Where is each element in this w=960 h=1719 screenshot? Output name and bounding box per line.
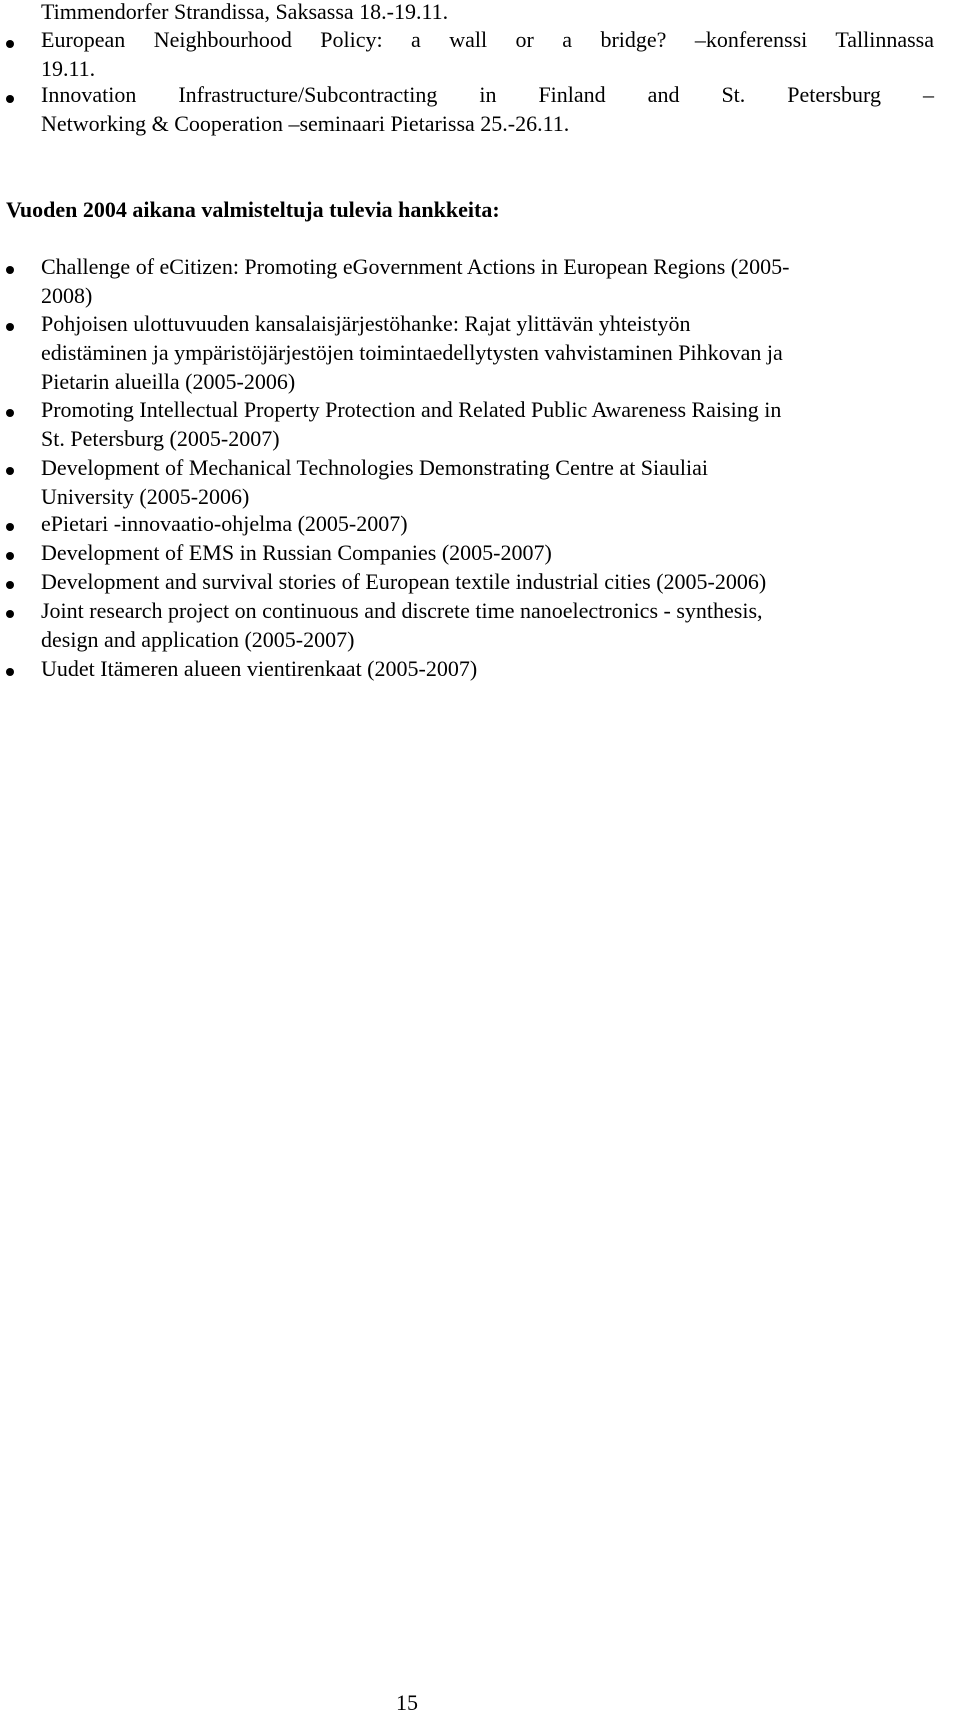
list-item-line: Development of Mechanical Technologies Demonstrating Centre at Siauliai <box>41 455 709 480</box>
bullet-icon <box>6 552 14 560</box>
list-item-line: Challenge of eCitizen: Promoting eGovernment Actions in European Regions (2005- <box>41 254 790 279</box>
list-item-line: Promoting Intellectual Property Protection and Related Public Awareness Raising in <box>41 397 782 422</box>
list-item-line: St. Petersburg (2005-2007) <box>41 426 280 451</box>
list-item-line: Joint research project on continuous and discrete time nanoelectronics - synthesis, <box>41 598 763 623</box>
section-heading: Vuoden 2004 aikana valmisteltuja tulevia hankkeita: <box>6 197 500 222</box>
list-item-line: Pohjoisen ulottuvuuden kansalaisjärjestöhanke: Rajat ylittävän yhteistyön <box>41 311 691 336</box>
list-item-line: European Neighbourhood Policy: a wall or a bridge? –konferenssi Tallinnassa <box>41 27 934 52</box>
list-item-line: Development and survival stories of European textile industrial cities (2005-2006) <box>41 569 767 594</box>
bullet-icon <box>6 467 14 475</box>
list-item-line: Uudet Itämeren alueen vientirenkaat (2005-2007) <box>41 656 478 681</box>
list-item-line: design and application (2005-2007) <box>41 627 355 652</box>
page-number: 15 <box>396 1690 418 1715</box>
list-item-line: ePietari -innovaatio-ohjelma (2005-2007) <box>41 511 408 536</box>
list-item-line: Innovation Infrastructure/Subcontracting in Finland and St. Petersburg – <box>41 82 934 107</box>
bullet-icon <box>6 266 14 274</box>
continuation-line: Timmendorfer Strandissa, Saksassa 18.-19.11. <box>41 0 449 24</box>
bullet-icon <box>6 668 14 676</box>
list-item-line: Networking & Cooperation –seminaari Pietarissa 25.-26.11. <box>41 111 570 136</box>
bullet-icon <box>6 95 14 103</box>
list-item-line: Pietarin alueilla (2005-2006) <box>41 369 296 394</box>
bullet-icon <box>6 610 14 618</box>
list-item-line: 2008) <box>41 283 93 308</box>
bullet-icon <box>6 523 14 531</box>
bullet-icon <box>6 323 14 331</box>
list-item-line: University (2005-2006) <box>41 484 250 509</box>
bullet-icon <box>6 40 14 48</box>
list-item-line: Development of EMS in Russian Companies (2005-2007) <box>41 540 552 565</box>
list-item-line: 19.11. <box>41 56 96 81</box>
list-item-line: edistäminen ja ympäristöjärjestöjen toimintaedellytysten vahvistaminen Pihkovan ja <box>41 340 783 365</box>
bullet-icon <box>6 409 14 417</box>
bullet-icon <box>6 581 14 589</box>
